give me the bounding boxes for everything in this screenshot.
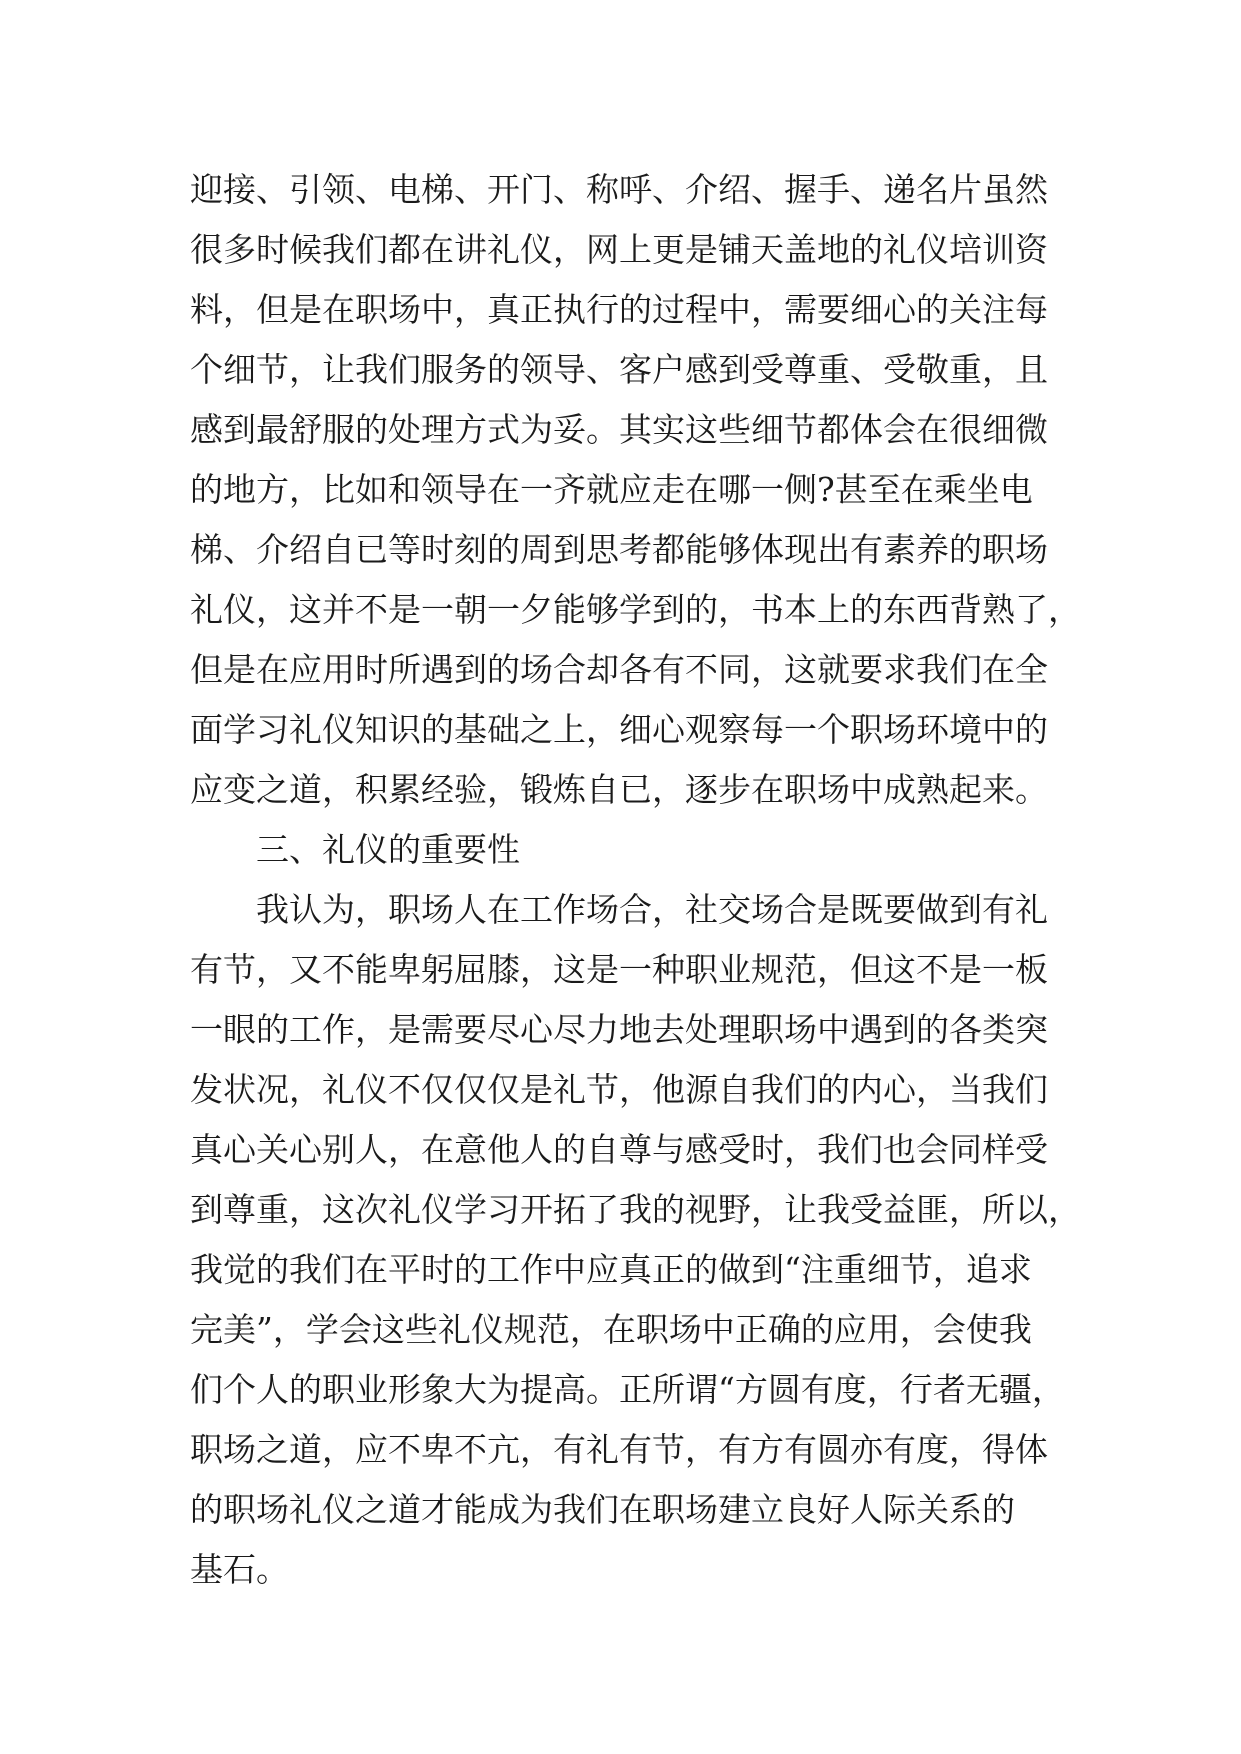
text-line: 梯、介绍自已等时刻的周到思考都能够体现出有素养的职场: [190, 530, 1048, 569]
text-line: 面学习礼仪知识的基础之上，细心观察每一个职场环境中的: [190, 710, 1048, 749]
text-line: 完美”，学会这些礼仪规范，在职场中正确的应用，会使我: [190, 1310, 1032, 1349]
text-line: 感到最舒服的处理方式为妥。其实这些细节都体会在很细微: [190, 410, 1048, 449]
text-line: 们个人的职业形象大为提高。正所谓“方圆有度，行者无疆，: [190, 1370, 1065, 1409]
text-line: 职场之道，应不卑不亢，有礼有节，有方有圆亦有度，得体: [190, 1430, 1048, 1469]
body-text: [190, 160, 1081, 1600]
text-line: 基石。: [190, 1550, 289, 1589]
text-line: 很多时候我们都在讲礼仪，网上更是铺天盖地的礼仪培训资: [190, 230, 1048, 269]
text-line: 的职场礼仪之道才能成为我们在职场建立良好人际关系的: [190, 1490, 1015, 1529]
text-line: 迎接、引领、电梯、开门、称呼、介绍、握手、递名片虽然: [190, 170, 1048, 209]
text-line: 有节，又不能卑躬屈膝，这是一种职业规范，但这不是一板: [190, 950, 1048, 989]
text-line: 的地方，比如和领导在一齐就应走在哪一侧?甚至在乘坐电: [190, 470, 1033, 509]
text-line: 礼仪，这并不是一朝一夕能够学到的，书本上的东西背熟了，: [190, 590, 1081, 629]
text-line: 个细节，让我们服务的领导、客户感到受尊重、受敬重，且: [190, 350, 1048, 389]
text-line: 料，但是在职场中，真正执行的过程中，需要细心的关注每: [190, 290, 1048, 329]
text-line: 我觉的我们在平时的工作中应真正的做到“注重细节，追求: [190, 1250, 1032, 1289]
paragraph-first-line: 我认为，职场人在工作场合，社交场合是既要做到有礼: [256, 890, 1048, 929]
text-line: 应变之道，积累经验，锻炼自已，逐步在职场中成熟起来。: [190, 770, 1048, 809]
text-line: 到尊重，这次礼仪学习开拓了我的视野，让我受益匪，所以，: [190, 1190, 1081, 1229]
text-line: 但是在应用时所遇到的场合却各有不同，这就要求我们在全: [190, 650, 1048, 689]
section-heading: 三、礼仪的重要性: [256, 830, 520, 869]
text-line: 真心关心别人，在意他人的自尊与感受时，我们也会同样受: [190, 1130, 1048, 1169]
text-line: 发状况，礼仪不仅仅仅是礼节，他源自我们的内心，当我们: [190, 1070, 1048, 1109]
text-line: 一眼的工作，是需要尽心尽力地去处理职场中遇到的各类突: [190, 1010, 1048, 1049]
